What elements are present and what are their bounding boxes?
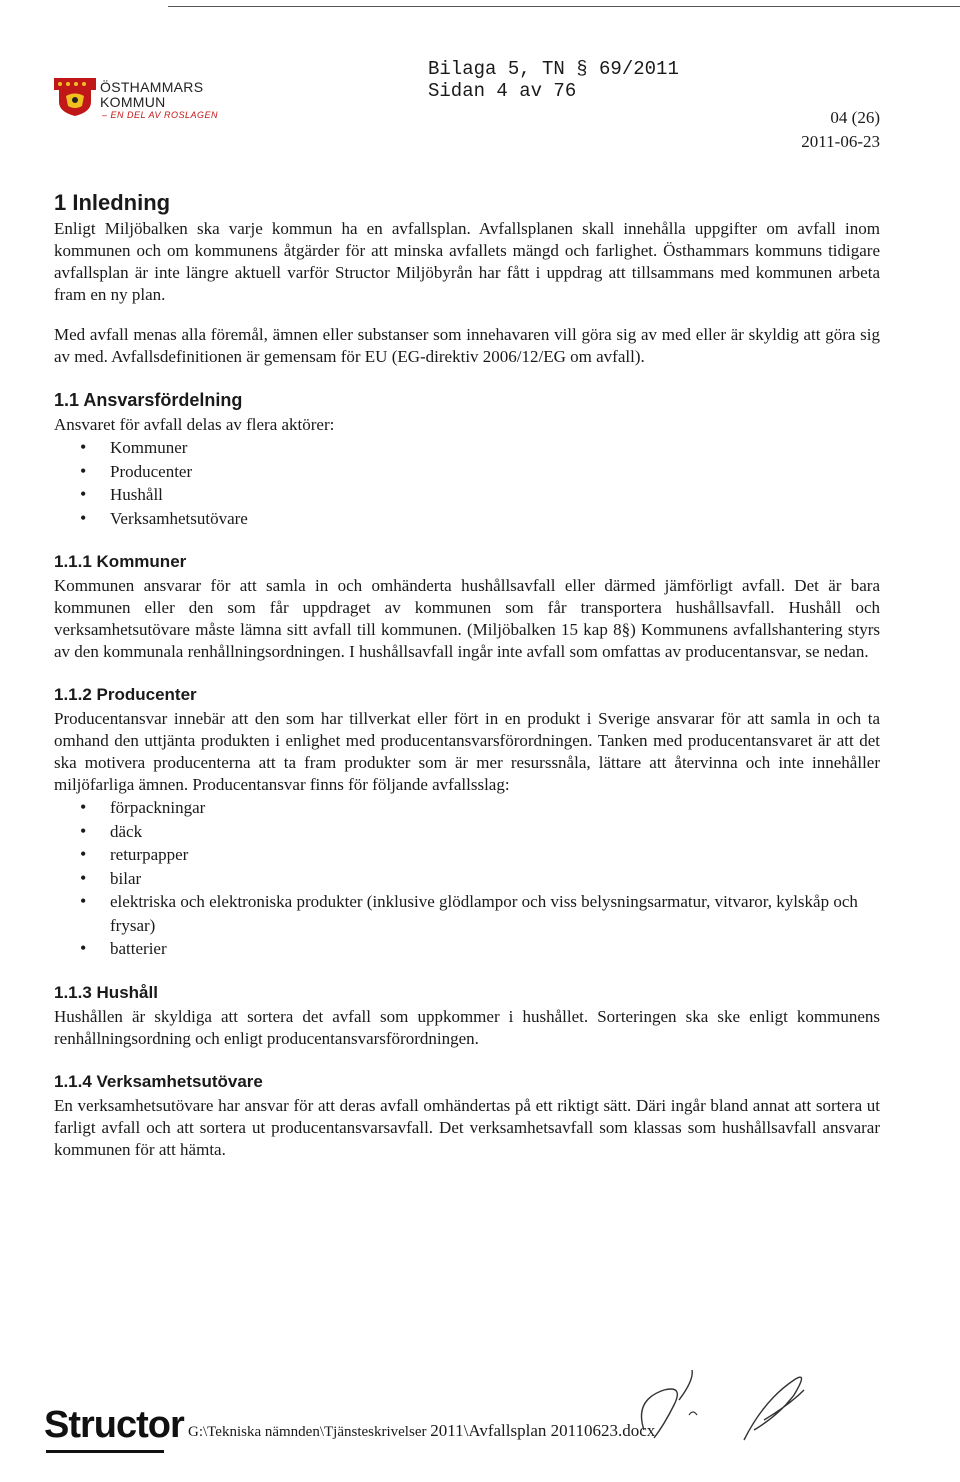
actors-list — [54, 436, 880, 530]
logo-tagline: – EN DEL AV ROSLAGEN — [102, 110, 219, 120]
heading-verksamhetsutovare: 1.1.4 Verksamhetsutövare — [54, 1071, 263, 1091]
appendix-stamp — [428, 58, 679, 102]
heading-inledning: 1 Inledning — [54, 190, 171, 215]
stamp-line-1: Bilaga 5, TN § 69/2011 — [428, 58, 679, 80]
list-item: • förpackningar — [110, 796, 880, 820]
document-date: 2011-06-23 — [801, 132, 880, 151]
file-path — [188, 1421, 655, 1441]
municipality-logo — [54, 76, 224, 122]
file-path-suffix: 2011\Avfallsplan 20110623.docx — [430, 1421, 656, 1440]
waste-types-list — [54, 796, 880, 961]
paragraph: Ansvaret för avfall delas av flera aktörer: — [54, 415, 335, 434]
paragraph: Hushållen är skyldiga att sortera det avfall som uppkommer i hushållet. Sorteringen ska ske enligt kommunens renhållningsordning och enligt producentansvarsförordningen. — [54, 1006, 880, 1048]
list-item: • däck — [110, 820, 880, 844]
page-reference — [801, 106, 880, 154]
list-item: • elektriska och elektroniska produkter (inklusive glödlampor och viss belysningsarmatur, vitvaror, kylskåp och frysar) — [110, 890, 880, 937]
logo-name: ÖSTHAMMARS KOMMUN — [100, 79, 204, 110]
paragraph: Enligt Miljöbalken ska varje kommun ha en avfallsplan. Avfallsplanen skall innehålla uppgifter om avfall inom kommunen och om kommunens åtgärder för att minska avfallets mängd och farlighet. Östhammars kommuns tidigare avfallsplan är inte längre aktuell varför Structor Miljöbyrån har fått i uppdrag att tillsammans med kommunen arbeta fram en ny plan. — [54, 219, 880, 304]
stamp-line-2: Sidan 4 av 76 — [428, 80, 577, 102]
heading-ansvarsfordelning: 1.1 Ansvarsfördelning — [54, 390, 243, 410]
handwritten-signature-icon — [604, 1360, 824, 1450]
list-item: • Producenter — [110, 460, 880, 484]
list-item: • Verksamhetsutövare — [110, 507, 880, 531]
coat-of-arms-icon — [54, 76, 96, 116]
top-rule — [168, 6, 960, 7]
list-item: • returpapper — [110, 843, 880, 867]
paragraph: Med avfall menas alla föremål, ämnen eller substanser som innehavaren vill göra sig av med eller är skyldig att göra sig av med. Avfallsdefinitionen är gemensam för EU (EG-direktiv 2006/12/EG om avfall). — [54, 325, 880, 366]
heading-producenter: 1.1.2 Producenter — [54, 685, 197, 704]
paragraph: Producentansvar innebär att den som har tillverkat eller fört in en produkt i Sverige ansvarar för att samla in och ta omhand den uttjänta produkten i enlighet med producentansvarsförordningen. Tanken med producentansvaret är att det ska motivera producenterna att ta fram produkter som är mer resurssnåla, lättare att återvinna och inte innehåller miljöfarliga ämnen. Producentansvar finns för följande avfallsslag: — [54, 709, 880, 794]
page-footer — [44, 1400, 944, 1460]
heading-kommuner: 1.1.1 Kommuner — [54, 552, 187, 571]
logo-underline — [46, 1450, 164, 1453]
structor-logo: Structor — [44, 1404, 184, 1446]
heading-hushall: 1.1.3 Hushåll — [54, 982, 158, 1002]
page-number: 04 (26) — [830, 108, 880, 127]
list-item: • batterier — [110, 937, 880, 961]
list-item: • Kommuner — [110, 436, 880, 460]
file-path-prefix: G:\Tekniska nämnden\Tjänsteskrivelser — [188, 1424, 427, 1440]
list-item: • Hushåll — [110, 483, 880, 507]
paragraph: Kommunen ansvarar för att samla in och omhänderta hushållsavfall eller därmed jämförligt avfall. Det är bara kommunen eller den som får uppdraget av kommunen som får transportera hushållsavfall. Hushåll och verksamhetsutövare måste lämna sitt avfall till kommunen. (Miljöbalken 15 kap 8§) Kommunens avfallshantering styrs av den kommunala renhållningsordningen. I hushållsavfall ingår inte avfall som omfattas av producentansvar, se nedan. — [54, 576, 880, 661]
paragraph: En verksamhetsutövare har ansvar för att deras avfall omhändertas på ett riktigt sätt. Däri ingår bland annat att sortera ut farligt avfall och att sortera ut producentansvarsavfall. Det verksamhetsavfall som klassas som hushållsavfall ansvarar kommunen för att hämta. — [54, 1095, 880, 1159]
document-body — [54, 190, 880, 1179]
list-item: • bilar — [110, 867, 880, 891]
